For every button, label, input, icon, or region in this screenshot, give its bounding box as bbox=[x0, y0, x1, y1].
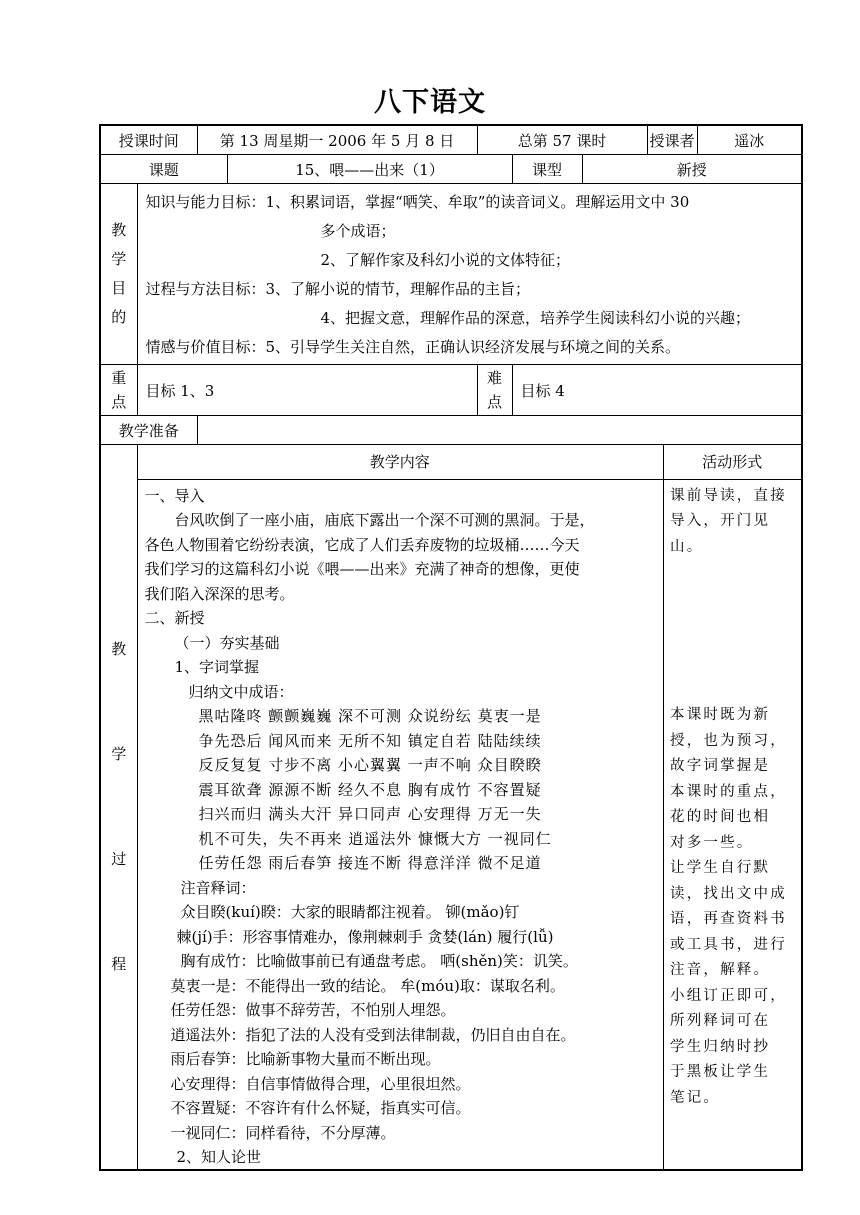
prep-value bbox=[197, 416, 802, 445]
process-inner-table bbox=[137, 444, 801, 1170]
activity-header: 活动形式 bbox=[664, 444, 801, 479]
type-value: 新授 bbox=[582, 155, 802, 184]
page-title: 八下语文 bbox=[374, 87, 486, 118]
difficulty-value: 目标 4 bbox=[512, 365, 802, 416]
section-intro: 一、导入 bbox=[144, 486, 205, 505]
key-value: 目标 1、3 bbox=[137, 365, 477, 416]
lesson-plan-table bbox=[99, 124, 803, 1171]
prep-label: 教学准备 bbox=[100, 416, 197, 445]
lesson-number: 总第 57 课时 bbox=[477, 125, 647, 155]
objectives-row bbox=[100, 184, 802, 365]
activity-form: 课前导读，直接 导入，开门见 山。 本课时既为新 授，也为预习， 故字词掌握是 本课时的重点， 花的时间也相 对多一些。 让学生自行默 读，找出文中成 语，再查资料书 或工具书，进行 注音，解释。 小组订正即可， 所列释词可在 学生归纳时抄 于黑板让学生 笔记。 bbox=[664, 479, 801, 1170]
teacher-label: 授课者 bbox=[647, 125, 697, 155]
header-row-1 bbox=[100, 125, 802, 155]
prep-row bbox=[100, 416, 802, 445]
time-label: 授课时间 bbox=[100, 125, 197, 155]
idiom-list: 黑咕隆咚 颤颤巍巍 深不可测 众说纷纭 莫衷一是 争先恐后 闻风而来 无所不知 镇定自若 陆陆续续 反反复复 寸步不离 小心翼翼 一声不响 众目睽睽 震耳欲聋 源源不断 经久不息 胸有成竹 不容置疑 扫兴而归 满头大汗 异口同声 心安理得 万无一失 机不可失，失不再来 逍遥法外 慷慨大方 一视同仁 任劳任怨 雨后春笋 接连不断 得意洋洋 微不足道 bbox=[198, 707, 552, 872]
header-row-2 bbox=[100, 155, 802, 184]
process-header-row bbox=[137, 444, 801, 479]
objectives-label: 教 学 目 的 bbox=[100, 184, 137, 365]
key-label: 重 点 bbox=[100, 365, 137, 416]
process-cell bbox=[137, 445, 802, 1170]
type-label: 课型 bbox=[512, 155, 582, 184]
objectives-text: 知识与能力目标：1、积累词语，掌握“哂笑、牟取”的读音词义。理解运用文中 30 多个成语； 2、了解作家及科幻小说的文体特征； 过程与方法目标：3、了解小说的情节，理解作品的主旨； 4、把握文意，理解作品的深意，培养学生阅读科幻小说的兴趣； 情感与价值目标：5、引导学生关注自然，正确认识经济发展与环境之间的关系。 bbox=[137, 184, 802, 365]
key-difficulty-row bbox=[100, 365, 802, 416]
section-new: 二、新授 bbox=[144, 609, 205, 627]
difficulty-label: 难 点 bbox=[477, 365, 512, 416]
content-header: 教学内容 bbox=[137, 444, 664, 479]
teacher-value: 遥冰 bbox=[697, 125, 802, 155]
process-label: 教 学 过 程 bbox=[100, 445, 137, 1170]
topic-value: 15、喂——出来（1） bbox=[227, 155, 512, 184]
time-value: 第 13 周星期一 2006 年 5 月 8 日 bbox=[197, 125, 477, 155]
teaching-content: 一、导入 台风吹倒了一座小庙，庙底下露出一个深不可测的黑洞。于是， 各色人物围着它纷纷表演，它成了人们丢弃废物的垃圾桶……今天 我们学习的这篇科幻小说《喂——出来》充满了神奇的想像，更使 我们陷入深深的思考。 二、新授 （一）夯实基础 1、字词掌握 归纳文中成语： 黑咕隆咚 颤颤巍巍 深不可测 众说纷纭 莫衷一是 争先恐后 闻风而来 无所不知 镇定自若 陆陆续续 反反复复 寸步不离 小心翼翼 一声不响 众目睽睽 震耳欲聋 源源不断 经久不息 胸有成竹 不容置疑 扫兴而归 满头大汗 异口同声 心安理得 万无一失 机不可失，失不再来 逍遥法外 慷慨大方 一视同仁 任劳任怨 雨后春笋 接连不断 得意洋洋 微不足道 注音释词： 众目睽(kuí)睽：大家的眼睛都注视着。 铆(mǎo)钉 棘(jí)手：形容事情难办，像荆棘刺手 贪婪(lán) 履行(lǚ) 胸有成竹：比喻做事前已有通盘考虑。 哂(shěn)笑：讥笑。 莫衷一是：不能得出一致的结论。 牟(móu)取：谋取名利。 任劳任怨：做事不辞劳苦，不怕别人埋怨。 逍遥法外：指犯了法的人没有受到法律制裁，仍旧自由自在。 雨后春笋：比喻新事物大量而不断出现。 心安理得：自信事情做得合理，心里很坦然。 不容置疑：不容许有什么怀疑，指真实可信。 一视同仁：同样看待，不分厚薄。 2、知人论世 bbox=[137, 479, 664, 1170]
process-body-row bbox=[137, 479, 801, 1170]
topic-label: 课题 bbox=[100, 155, 227, 184]
process-row bbox=[100, 445, 802, 1170]
